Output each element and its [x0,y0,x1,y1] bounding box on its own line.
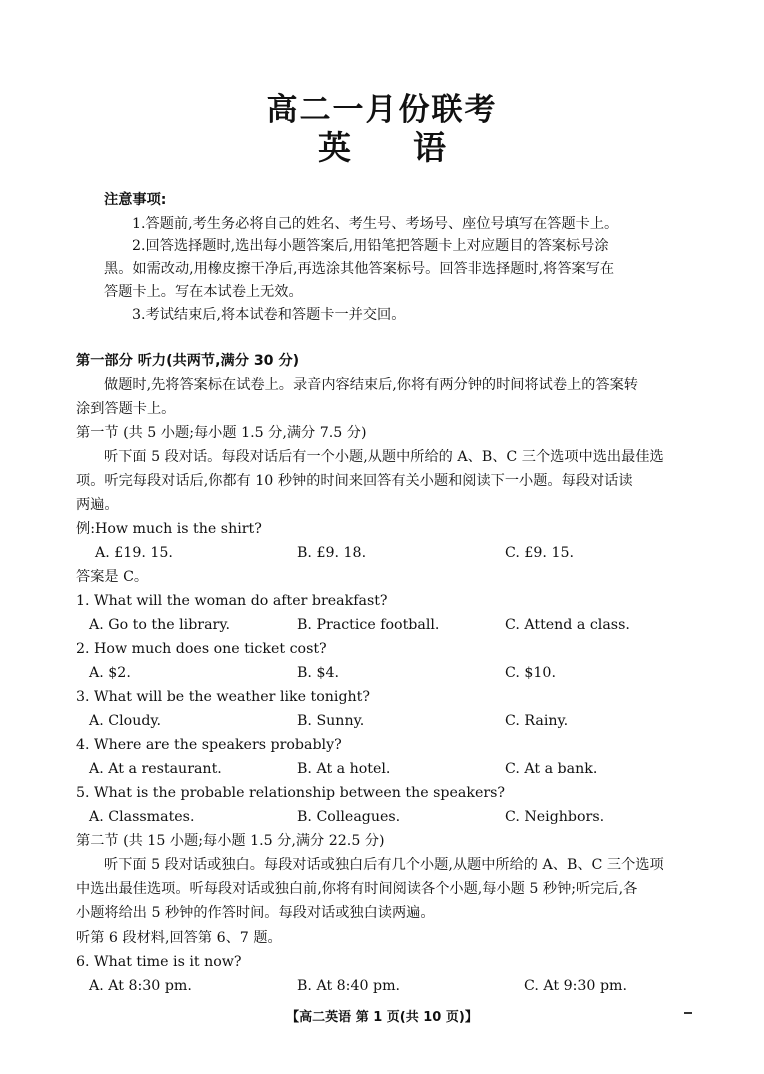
section1-desc-c: 两遍。 [76,497,119,513]
exam-title: 高二一月份联考 [266,92,498,128]
question-4: 4. Where are the speakers probably? [76,737,342,753]
question-5: 5. What is the probable relationship between the speakers? [76,785,506,801]
example-option-c: C. £9. 15. [505,545,575,561]
notice-item-2a: 2.回答选择题时,选出每小题答案后,用铅笔把答题卡上对应题目的答案标号涂 [132,238,609,254]
q6-option-a: A. At 8:30 pm. [89,978,192,994]
q5-option-a: A. Classmates. [89,809,195,825]
subject-char-2: 语 [413,128,446,167]
section2-desc-b: 中选出最佳选项。听每段对话或独白前,你将有时间阅读各个小题,每小题 5 秒钟;听完后,各 [76,881,638,897]
part1-intro-a: 做题时,先将答案标在试卷上。录音内容结束后,你将有两分钟的时间将试卷上的答案转 [104,377,638,393]
q1-option-b: B. Practice football. [297,617,440,633]
q4-option-c: C. At a bank. [505,761,598,777]
q3-option-a: A. Cloudy. [89,713,162,729]
q2-option-c: C. $10. [505,665,556,681]
question-1: 1. What will the woman do after breakfast? [76,593,388,609]
notice-item-2b: 黑。如需改动,用橡皮擦干净后,再选涂其他答案标号。回答非选择题时,将答案写在 [104,261,615,277]
material-6-intro: 听第 6 段材料,回答第 6、7 题。 [76,930,282,946]
q4-option-b: B. At a hotel. [297,761,391,777]
part1-heading: 第一部分 听力(共两节,满分 30 分) [76,353,300,369]
question-2: 2. How much does one ticket cost? [76,641,327,657]
q2-option-b: B. $4. [297,665,340,681]
q3-option-b: B. Sunny. [297,713,365,729]
footer-mark [684,1012,692,1014]
subject-char-1: 英 [318,128,351,167]
q1-option-a: A. Go to the library. [89,617,230,633]
example-option-b: B. £9. 18. [297,545,367,561]
q3-option-c: C. Rainy. [505,713,569,729]
q4-option-a: A. At a restaurant. [89,761,222,777]
example-option-a: A. £19. 15. [95,545,173,561]
question-6: 6. What time is it now? [76,954,242,970]
section2-desc-a: 听下面 5 段对话或独白。每段对话或独白后有几个小题,从题中所给的 A、B、C 三个选项 [104,857,664,873]
example-question: 例:How much is the shirt? [76,521,262,537]
subject-title [0,122,764,169]
notice-heading: 注意事项: [104,192,167,208]
example-answer: 答案是 C。 [76,569,149,585]
q1-option-c: C. Attend a class. [505,617,630,633]
page-footer: 【高二英语 第 1 页(共 10 页)】 [286,1010,478,1025]
section1-desc-b: 项。听完每段对话后,你都有 10 秒钟的时间来回答有关小题和阅读下一小题。每段对话读 [76,473,633,489]
notice-item-3: 3.考试结束后,将本试卷和答题卡一并交回。 [132,307,406,323]
part1-intro-b: 涂到答题卡上。 [76,401,176,417]
notice-item-2c: 答题卡上。写在本试卷上无效。 [104,284,303,300]
section1-heading: 第一节 (共 5 小题;每小题 1.5 分,满分 7.5 分) [76,425,367,441]
section2-desc-c: 小题将给出 5 秒钟的作答时间。每段对话或独白读两遍。 [76,905,435,921]
question-3: 3. What will be the weather like tonight? [76,689,370,705]
section2-heading: 第二节 (共 15 小题;每小题 1.5 分,满分 22.5 分) [76,833,385,849]
q5-option-b: B. Colleagues. [297,809,401,825]
notice-item-1: 1.答题前,考生务必将自己的姓名、考生号、考场号、座位号填写在答题卡上。 [132,216,619,232]
q2-option-a: A. $2. [89,665,131,681]
q6-option-c: C. At 9:30 pm. [524,978,627,994]
q5-option-c: C. Neighbors. [505,809,605,825]
section1-desc-a: 听下面 5 段对话。每段对话后有一个小题,从题中所给的 A、B、C 三个选项中选出最佳选 [104,449,664,465]
q6-option-b: B. At 8:40 pm. [297,978,401,994]
